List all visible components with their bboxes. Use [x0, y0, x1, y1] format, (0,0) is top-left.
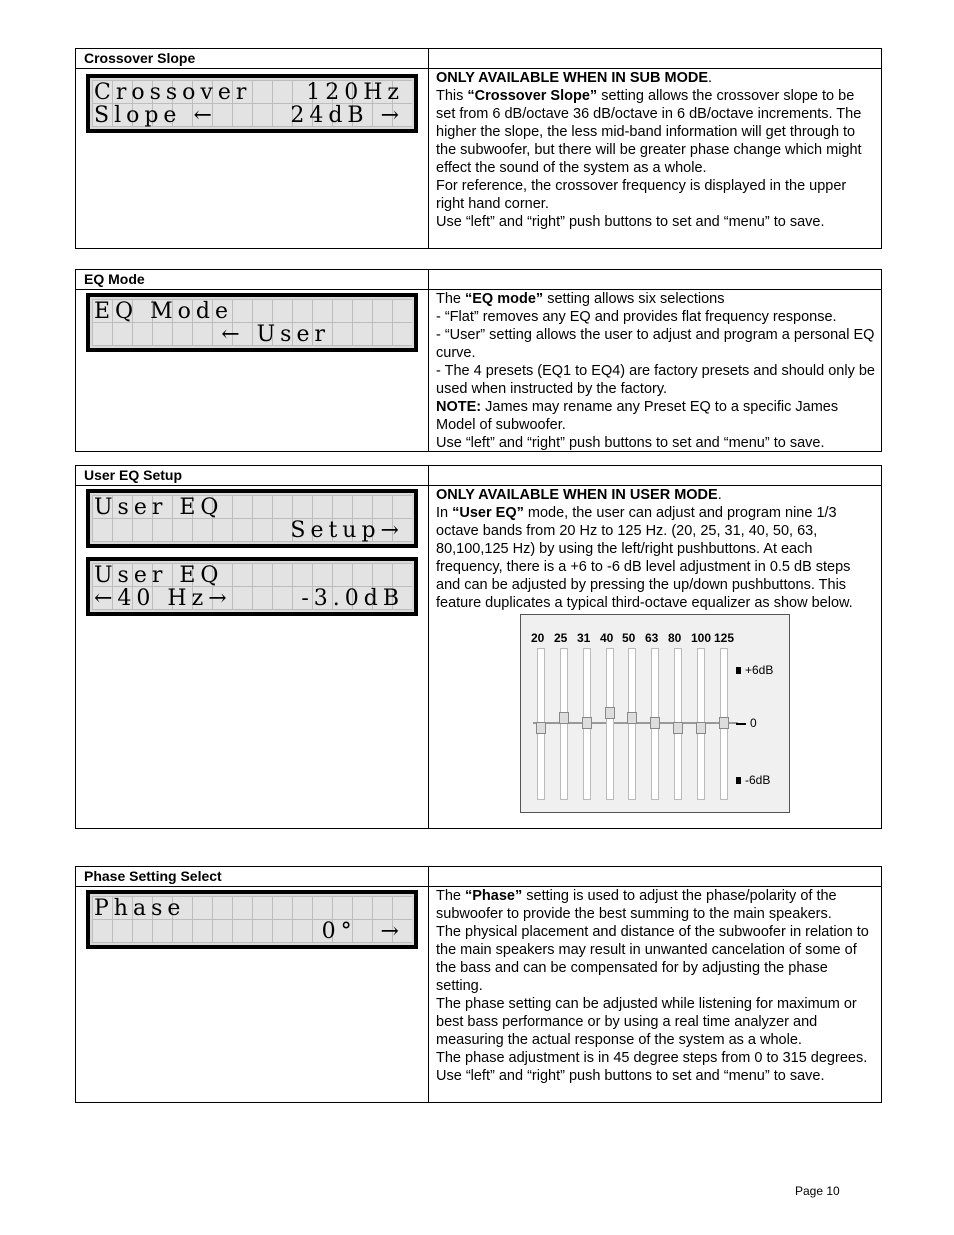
section-crossover-slope [75, 48, 882, 249]
label-minus6: -6dB [736, 771, 770, 789]
band-slider-125[interactable] [720, 648, 728, 800]
lcd-line2-right: Setup→ [290, 518, 404, 543]
section-description [429, 887, 881, 1102]
lcd-line1: EQ Mode [94, 299, 233, 324]
paragraph: The physical placement and distance of the subwoofer in relation to the main speakers may result in unwanted cancelation of some of the bass and can be compensated for by adjusting the phase setting. [436, 924, 869, 994]
band-label-125: 125 [714, 631, 735, 645]
paragraph: This “Crossover Slope” setting allows the crossover slope to be set from 6 dB/octave 36 dB/octave in 6 dB/octave increments. The higher the slope, the less mid-band information will get through to the subwoofer, but there will be greater phase change which might effect the sound of the system as a whole. [436, 88, 862, 176]
slider-knob[interactable] [627, 712, 637, 724]
paragraph: The phase setting can be adjusted while listening for maximum or best bass performance or by using a real time analyzer and measuring the actual response of the system as a whole. [436, 996, 857, 1048]
section-description [429, 486, 881, 828]
paragraph: ONLY AVAILABLE WHEN IN USER MODE. [436, 487, 722, 503]
section-title: EQ Mode [76, 270, 429, 289]
slider-knob[interactable] [650, 717, 660, 729]
paragraph: - The 4 presets (EQ1 to EQ4) are factory presets and should only be used when instructed by the factory. [436, 363, 875, 397]
section-title: Crossover Slope [76, 49, 429, 68]
lcd-display [86, 890, 418, 949]
section-user-eq-setup [75, 465, 882, 829]
paragraph: The “EQ mode” setting allows six selections [436, 291, 725, 307]
lcd-line2-right: -3.0dB [301, 586, 404, 611]
paragraph: The phase adjustment is in 45 degree steps from 0 to 315 degrees. [436, 1050, 868, 1066]
section-title: Phase Setting Select [76, 867, 429, 886]
paragraph: ONLY AVAILABLE WHEN IN SUB MODE. [436, 70, 713, 86]
slider-knob[interactable] [673, 722, 683, 734]
band-label-31: 31 [577, 631, 591, 645]
band-slider-20[interactable] [537, 648, 545, 800]
band-slider-63[interactable] [651, 648, 659, 800]
lcd-line1: User EQ [94, 495, 224, 520]
lcd-line1: User EQ [94, 563, 224, 588]
lcd-line1-right: 120Hz [306, 80, 404, 105]
band-slider-50[interactable] [628, 648, 636, 800]
label-zero: 0 [736, 714, 757, 732]
slider-knob[interactable] [605, 707, 615, 719]
paragraph: NOTE: James may rename any Preset EQ to a specific James Model of subwoofer. [436, 399, 839, 433]
band-label-50: 50 [622, 631, 636, 645]
section-title: User EQ Setup [76, 466, 429, 485]
paragraph: - “User” setting allows the user to adjust and program a personal EQ curve. [436, 327, 875, 361]
slider-knob[interactable] [696, 722, 706, 734]
lcd-line2-right: 24dB → [290, 103, 404, 128]
lcd-line2: ←40 Hz→ [94, 586, 232, 611]
paragraph: The “Phase” setting is used to adjust the phase/polarity of the subwoofer to provide the best summing to the main speakers. [436, 888, 837, 922]
paragraph: - “Flat” removes any EQ and provides flat frequency response. [436, 309, 837, 325]
band-slider-31[interactable] [583, 648, 591, 800]
band-label-20: 20 [531, 631, 545, 645]
band-slider-100[interactable] [697, 648, 705, 800]
page-number: Page 10 [795, 1184, 840, 1198]
section-description [429, 69, 881, 248]
band-slider-80[interactable] [674, 648, 682, 800]
paragraph: Use “left” and “right” push buttons to set and “menu” to save. [436, 214, 825, 230]
lcd-line2: Slope ← [94, 103, 217, 128]
band-label-25: 25 [554, 631, 568, 645]
paragraph: Use “left” and “right” push buttons to set and “menu” to save. [436, 1068, 825, 1084]
band-label-80: 80 [668, 631, 682, 645]
band-slider-25[interactable] [560, 648, 568, 800]
band-label-63: 63 [645, 631, 659, 645]
label-plus6: +6dB [736, 661, 773, 679]
graphic-equalizer [520, 614, 790, 813]
lcd-display-setup [86, 489, 418, 548]
band-label-40: 40 [600, 631, 614, 645]
section-eq-mode [75, 269, 882, 452]
band-label-100: 100 [691, 631, 712, 645]
lcd-display [86, 74, 418, 133]
paragraph: Use “left” and “right” push buttons to set and “menu” to save. [436, 435, 825, 451]
lcd-line1: Crossover [94, 80, 252, 105]
paragraph: For reference, the crossover frequency is displayed in the upper right hand corner. [436, 178, 847, 212]
slider-knob[interactable] [582, 717, 592, 729]
section-phase-setting [75, 866, 882, 1103]
lcd-display [86, 293, 418, 352]
lcd-line2-right: ← User [221, 322, 330, 347]
paragraph: In “User EQ” mode, the user can adjust and program nine 1/3 octave bands from 20 Hz to 125 Hz. (20, 25, 31, 40, 50, 63, 80,100,125 Hz) by using the left/right pushbuttons. At each frequency, there is a +6 to -6 dB level adjustment in 0.5 dB steps and can be adjusted by pressing the up/down pushbuttons. This feature duplicates a typical third-octave equalizer as show below. [436, 505, 853, 611]
slider-knob[interactable] [719, 717, 729, 729]
lcd-line1: Phase [94, 896, 186, 921]
lcd-line2-right: 0° → [321, 919, 404, 944]
band-slider-40[interactable] [606, 648, 614, 800]
slider-knob[interactable] [536, 722, 546, 734]
slider-knob[interactable] [559, 712, 569, 724]
section-description [429, 290, 881, 451]
lcd-display-band [86, 557, 418, 616]
